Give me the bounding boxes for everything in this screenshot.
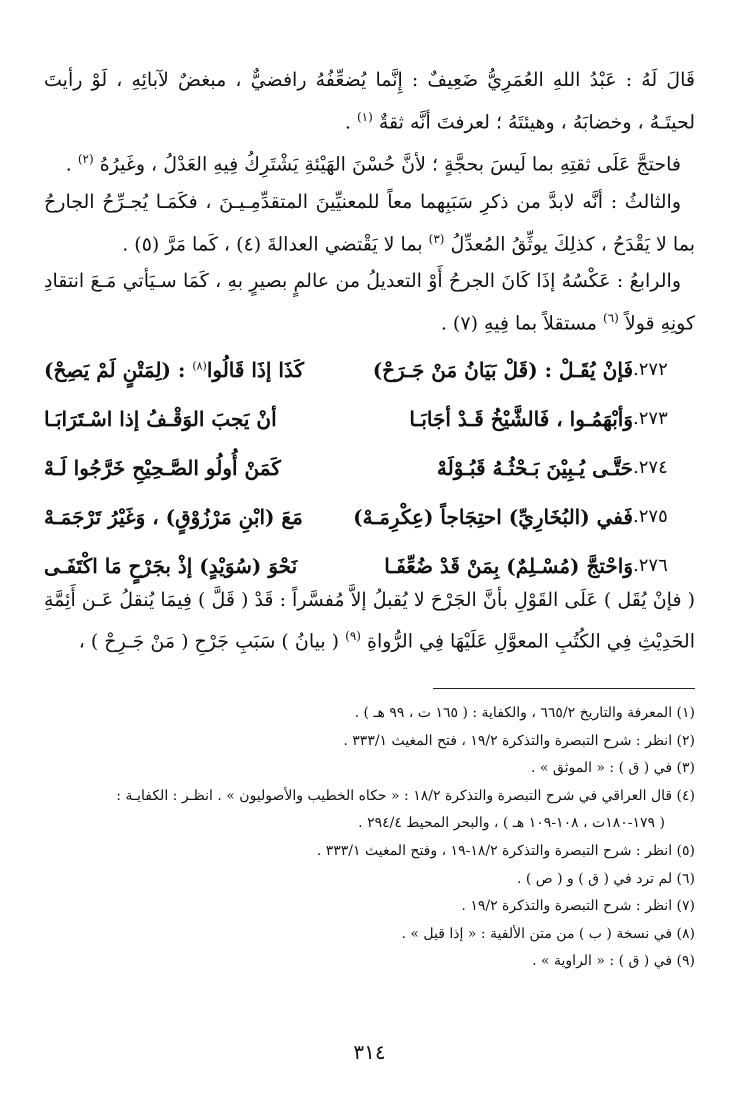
footnote-ref: (٢) [77, 152, 94, 167]
verse-line [44, 443, 695, 492]
footnote: (٨) في نسخة ( ب ) من متن الألفية : « إذا قيل » . [401, 925, 695, 942]
commentary-section [44, 582, 695, 659]
verse-first-hemistich: فَفي (البُخَارِيِّ) احتِجَاجاً (عِكْرِمَـهْ) [353, 504, 633, 529]
footnote: (٢) انظر : شرح التبصرة والتذكرة ١٩/٢ ، فتح المغيث ٣٣٣/١ . [343, 732, 695, 749]
prose-paragraph: والثالثُ : أنَّه لابدَّ من ذكرِ سَبَبِهما معاً للمعنيِّينَ المتقدِّمِـيـنَ ، فكَمَـا يُجـرِّحُ الجارحُ بما لا يَقْدَحُ ، كذلِكَ يوثِّقُ المُعدِّلُ $^{(٣)}$ بما لا يَقْتضي العدالةَ (٤) ، كَما مَرَّ (٥) . [44, 190, 695, 255]
poem-verses [44, 345, 695, 590]
book-page [44, 0, 695, 1096]
page-number: ٣١٤ [353, 1040, 386, 1064]
footnote: (١) المعرفة والتاريخ ٦٦٥/٢ ، والكفاية : ( ١٦٥ ت ، ٩٩ هـ ) . [354, 705, 695, 721]
footnote-divider [433, 688, 695, 689]
footnote-continuation: ( ١٧٩-١٨٠ت ، ١٠٨-١٠٩ هـ ) ، والبحر المحيط ٢٩٤/٤ . [358, 815, 665, 832]
verse-number: ٢٧٦. [633, 555, 668, 576]
prose-section [44, 62, 695, 342]
footnote: (٣) في ( ق ) : « الموثق » . [530, 760, 695, 777]
verse-first-hemistich: وَاحْتجَّ (مُسْـلِمٌ) بِمَنْ قَدْ ضُعِّفَـا [384, 553, 633, 578]
verse-number: ٢٧٤. [633, 457, 668, 478]
prose-paragraph: والرابعُ : عَكْسُهُ إذَا كَانَ الجرحُ أَوْ التعديلُ من عالمٍ بصيرٍ بهِ ، كَمَا سـيَأتي مَـعَ انتقادِ كونِهِ قولاً $^{(٦)}$ مستقلاً بما فِيهِ (٧) . [44, 269, 695, 335]
verse-second-hemistich: كَمَنْ أُولُو الصَّـحِيْحِ خَرَّجُوا لَـهْ [44, 455, 281, 480]
verse-first-hemistich: حَتَّـى يُـبِيْنَ بَـحْثُـهُ قَبُـوْلَهْ [436, 455, 633, 480]
footnote-ref: (٦) [603, 310, 619, 325]
verse-second-hemistich: كَذَا إذَا قَالُوا$^{(٨)}$ : (لِمَتْنٍ لَمْ يَصِحْ) [44, 357, 304, 382]
footnote: (٤) قال العراقي في شرح التبصرة والتذكرة ١٨/٢ : « حكاه الخطيب والأصوليون » . انظـر : الكفايـة : [116, 787, 695, 804]
verse-second-hemistich: نَحْوَ (سُوَيْدٍ) إذْ بجَرْحٍ مَا اكْتَفَـى [44, 553, 298, 578]
footnote: (٧) انظر : شرح التبصرة والتذكرة ١٩/٢ . [461, 898, 695, 915]
verse-second-hemistich: مَعَ (ابْنِ مَرْزُوْقٍ) ، وَغَيْرُ تَرْجَمَـهْ [44, 504, 303, 529]
footnote: (٥) انظر : شرح التبصرة والتذكرة ١٨/٢-١٩ ، وفتح المغيث ٣٣٣/١ . [316, 842, 695, 859]
footnote-ref: (٣) [428, 231, 445, 246]
prose-paragraph: قَالَ لَهُ : عَبْدُ اللهِ العُمَرِيُّ ضَعِيفٌ : إِنَّما يُضعِّفُهُ رافضيٌّ ، مبغضٌ لآبائِهِ ، لَوْ رأيتَ لحيتَـهُ ، وخضابَهُ ، وهيئتَهُ ؛ لعرفتَ أنَّه ثقةٌ $^{(١)}$ . [44, 69, 695, 134]
verse-line [44, 492, 695, 541]
footnote-ref: (٨) [192, 358, 207, 372]
verse-second-hemistich: أنْ يَجبَ الوَقْـفُ إذا اسْـتَرَابَـا [44, 406, 277, 431]
verse-number: ٢٧٥. [633, 506, 668, 527]
verse-first-hemistich: فَإنْ يُقَـلْ : (قَلْ بَيَانُ مَنْ جَـرَحْ) [372, 357, 633, 382]
prose-paragraph: فاحتجَّ عَلَى ثقتِهِ بما لَيسَ بحجَّةٍ ؛ لأنَّ حُسْنَ الهَيْئةِ يَشْتَرِكُ فِيهِ العَدْلُ ، وغَيرُهُ $^{(٢)}$ . [65, 152, 681, 176]
footnote: (٦) لم ترد في ( ق ) و ( ص ) . [516, 870, 695, 887]
verse-number: ٢٧٣. [633, 408, 668, 429]
footnote-ref: (١) [356, 110, 373, 124]
footnote-ref: (٩) [345, 629, 361, 643]
verse-line [44, 394, 695, 443]
commentary-paragraph: ( فإنْ يُقَل ) عَلَى القَوْلِ بأنَّ الجَرْحَ لا يُقبلُ إلاَّ مُفسَّراً : قَدْ ( قَلَّ ) فِيمَا يُنقلُ عَـن أَئِمَّةِ الحَدِيْثِ فِي الكُتُبِ المعوَّلِ عَلَيْهَا فِي الرُّواةِ $^{(٩)}$ ( بيانُ ) سَبَبِ جَرْحِ ( مَنْ جَـرِحْ ) ، [44, 589, 695, 653]
footnotes [44, 700, 695, 976]
footnote: (٩) في ( ق ) : « الراوية » . [532, 953, 695, 970]
verse-first-hemistich: وَأبْهَمُـوا ، فَالشَّيْخُ قَـدْ أجَابَـا [409, 406, 633, 431]
verse-number: ٢٧٢. [633, 359, 668, 380]
verse-line [44, 345, 695, 394]
